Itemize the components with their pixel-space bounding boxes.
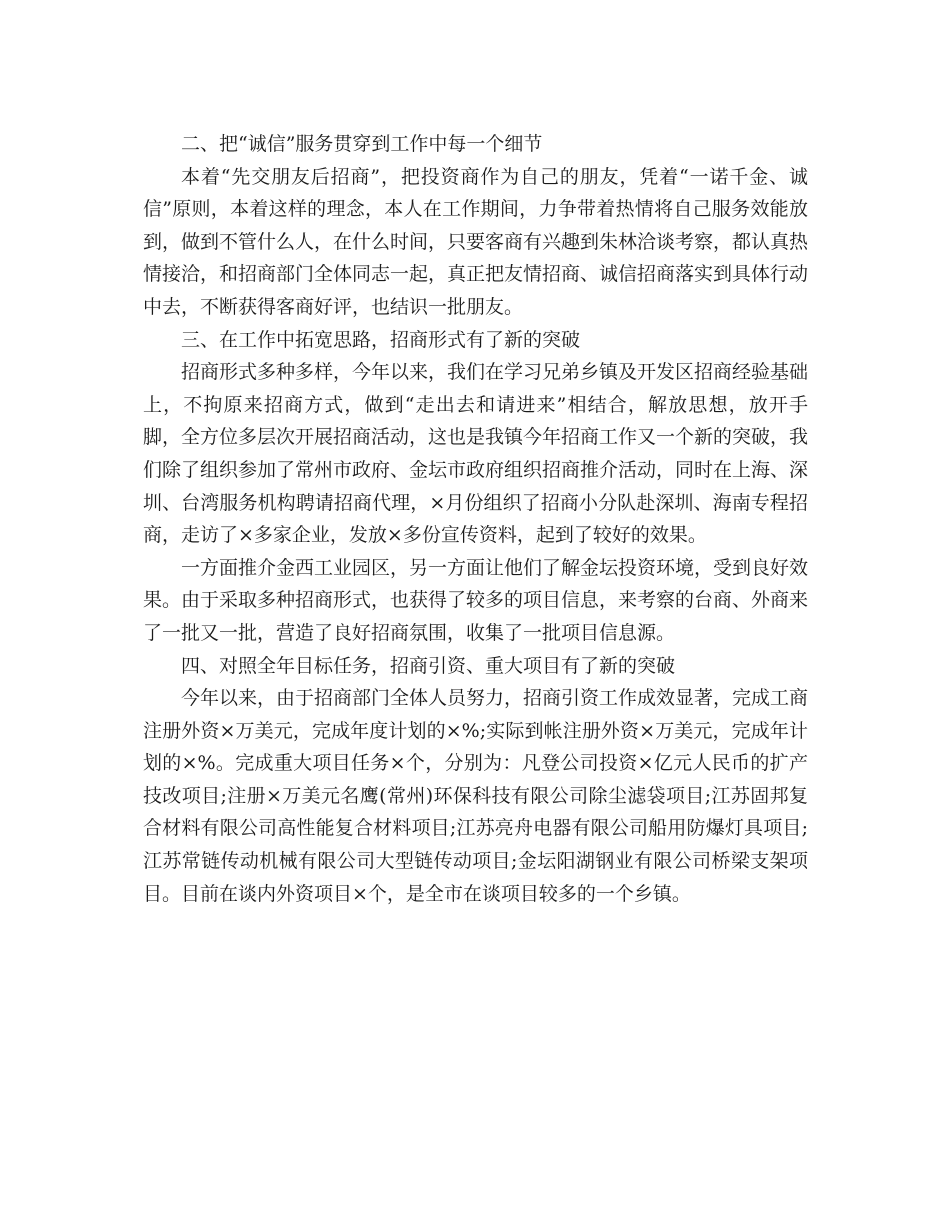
section-heading-2: 二、把“诚信”服务贯穿到工作中每一个细节 (181, 133, 543, 155)
document-body (143, 128, 808, 910)
section-heading-3: 三、在工作中拓宽思路，招商形式有了新的突破 (181, 328, 581, 351)
paragraph-annual-targets: 今年以来，由于招商部门全体人员努力，招商引资工作成效显著，完成工商注册外资×万美元，完成年度计划的×%;实际到帐注册外资×万美元，完成年计划的×%。完成重大项目任务×个，分别为：凡登公司投资×亿元人民币的扩产技改项目;注册×万美元名鹰(常州)环保科技有限公司除尘滤袋项目;江苏固邦复合材料有限公司高性能复合材料项目;江苏亮舟电器有限公司船用防爆灯具项目;江苏常链传动机械有限公司大型链传动项目;金坛阳湖钢业有限公司桥梁支架项目。目前在谈内外资项目×个，是全市在谈项目较多的一个乡镇。 (143, 687, 809, 905)
section-heading-4: 四、对照全年目标任务，招商引资、重大项目有了新的突破 (181, 654, 676, 677)
paragraph-integrity-service: 本着“先交朋友后招商”，把投资商作为自己的朋友，凭着“一诺千金、诚信”原则，本着这样的理念，本人在工作期间，力争带着热情将自己服务效能放到，做到不管什么人，在什么时间，只要客商有兴趣到朱林洽谈考察，都认真热情接洽，和招商部门全体同志一起，真正把友情招商、诚信招商落实到具体行动中去，不断获得客商好评，也结识一批朋友。 (143, 165, 809, 318)
paragraph-investment-forms: 招商形式多种多样，今年以来，我们在学习兄弟乡镇及开发区招商经验基础上，不拘原来招商方式，做到“走出去和请进来”相结合，解放思想，放开手脚，全方位多层次开展招商活动，这也是我镇今年招商工作又一个新的突破，我们除了组织参加了常州市政府、金坛市政府组织招商推介活动，同时在上海、深圳、台湾服务机构聘请招商代理，×月份组织了招商小分队赴深圳、海南专程招商，走访了×多家企业，发放×多份宣传资料，起到了较好的效果。 (143, 361, 809, 547)
paragraph-industrial-park: 一方面推介金西工业园区，另一方面让他们了解金坛投资环境，受到良好效果。由于采取多种招商形式，也获得了较多的项目信息，来考察的台商、外商来了一批又一批，营造了良好招商氛围，收集了一批项目信息源。 (143, 556, 809, 644)
